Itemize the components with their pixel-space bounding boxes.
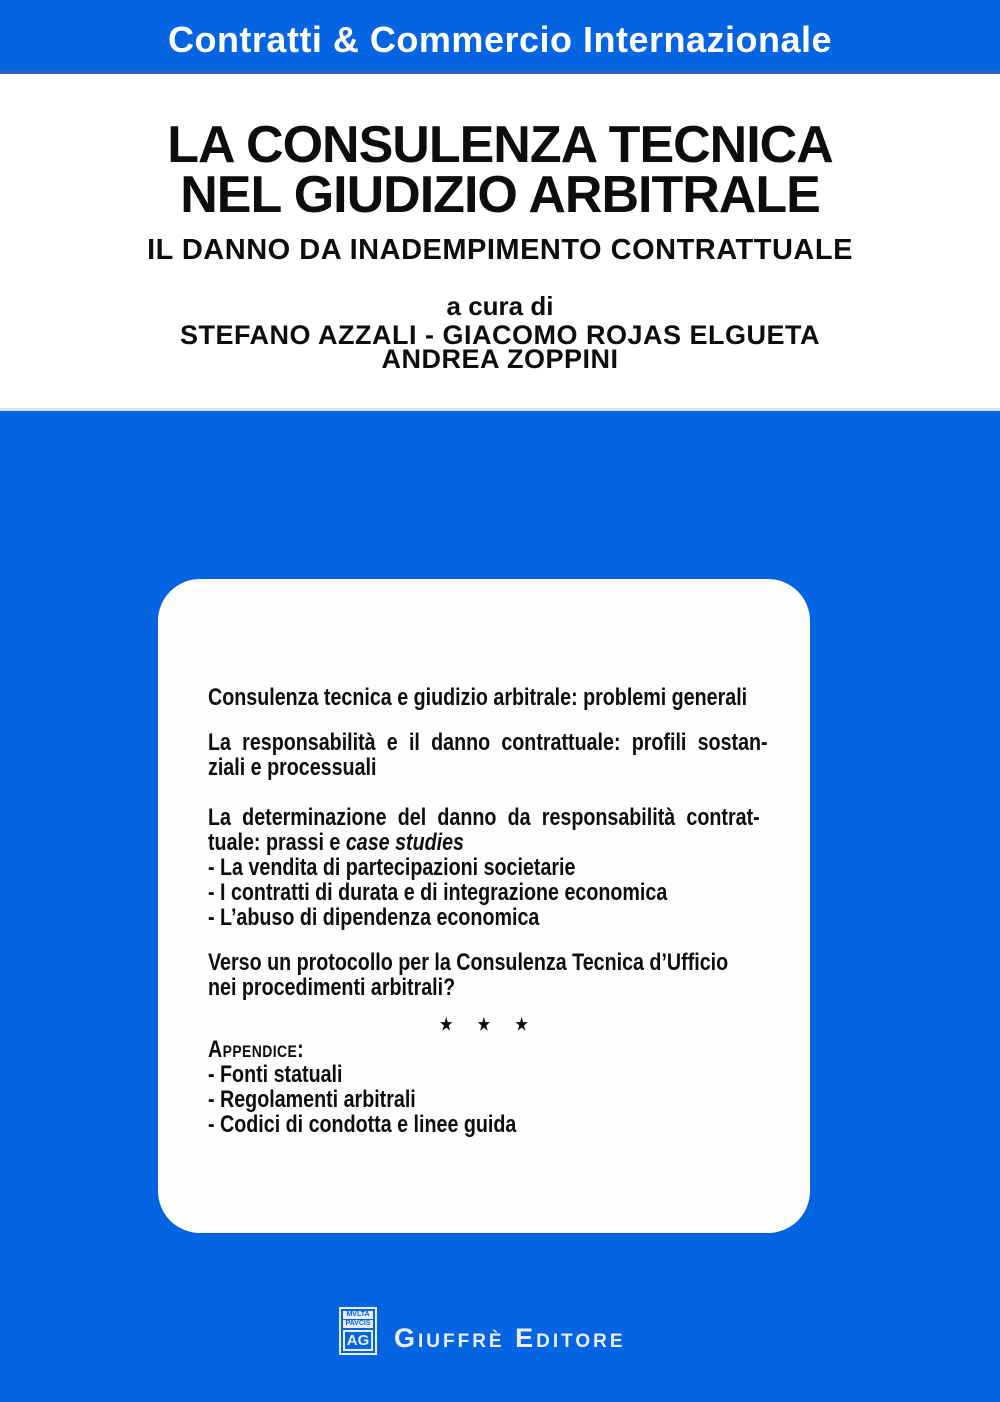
contents-item-2-line2: ziali e processuali [208,754,377,781]
book-title [0,116,1000,224]
contents-item-2-line1: La responsabilità e il danno contrattuale: profili sostan- [208,729,768,756]
cover-body [0,408,1000,1402]
contents-item-3 [208,805,760,930]
appendix-item-3: - Codici di condotta e linee guida [208,1111,517,1138]
editors-names [0,320,1000,374]
appendix-section [208,1037,760,1137]
contents-item-3-sub2: - I contratti di durata e di integrazione economica [208,879,668,906]
editors-line1: STEFANO AZZALI - GIACOMO ROJAS ELGUETA [180,320,820,350]
contents-item-3-line1: La determinazione del danno da responsabilità contrat- [208,804,760,831]
stars-separator: ★ ★ ★ [439,1015,528,1034]
emblem-motto-line2: PAVCIS [343,1320,373,1328]
publisher-logo [339,1307,626,1355]
contents-item-3-line2 [208,830,760,855]
editors-line2: ANDREA ZOPPINI [381,344,619,374]
contents-list [208,684,768,1138]
contents-item-2 [208,729,768,781]
contents-item-3-line2-text: tuale: prassi e [208,829,346,856]
book-subtitle: IL DANNO DA INADEMPIMENTO CONTRATTUALE [147,234,853,266]
contents-item-3-line2-italic: case studies [345,829,464,856]
contents-item-4-line2: nei procedimenti arbitrali? [208,974,456,1001]
publisher-emblem-icon [339,1307,377,1355]
publisher-name: Giuffrè Editore [394,1323,626,1353]
book-title-line2: NEL GIUDIZIO ARBITRALE [180,166,820,224]
appendix-label: Appendice: [208,1036,305,1063]
series-title: Contratti & Commercio Internazionale [167,19,833,60]
contents-item-3-sub1: - La vendita di partecipazioni societarie [208,854,576,881]
series-header-band [0,0,1000,74]
contents-item-4-line1: Verso un protocollo per la Consulenza Tecnica d’Ufficio [208,949,729,976]
contents-item-3-sub3: - L’abuso di dipendenza economica [208,904,540,931]
appendix-item-2: - Regolamenti arbitrali [208,1086,416,1113]
book-title-line1: LA CONSULENZA TECNICA [167,116,833,174]
contents-item-1-line1: Consulenza tecnica e giudizio arbitrale: problemi generali [208,684,748,711]
contents-panel [158,579,810,1233]
emblem-initials: AG [343,1330,373,1351]
emblem-motto-line1: MVLTA [343,1311,373,1319]
contents-item-1 [208,685,760,710]
appendix-item-1: - Fonti statuali [208,1061,343,1088]
title-section [0,74,1000,408]
edited-by-label: a cura di [446,291,554,321]
contents-item-4 [208,950,760,1000]
